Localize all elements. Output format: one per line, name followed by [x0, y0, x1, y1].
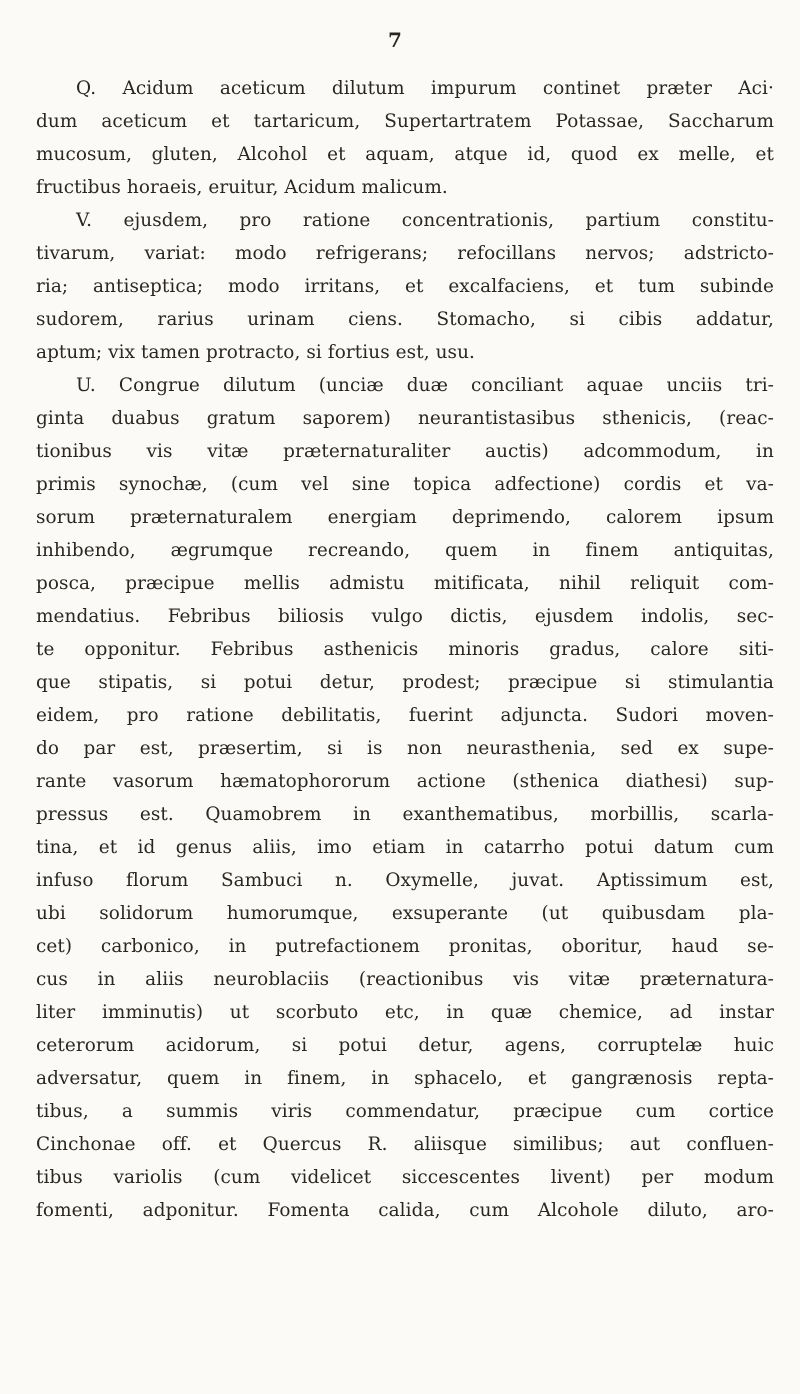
text-line: tibus, a summis viris commendatur, præcipue cum cortice	[36, 1101, 774, 1122]
text-line: cet) carbonico, in putrefactionem pronitas, oboritur, haud se-	[36, 936, 774, 957]
text-line: liter imminutis) ut scorbuto etc, in quæ chemice, ad instar	[36, 1002, 774, 1023]
text-line: dum aceticum et tartaricum, Supertartratem Potassae, Saccharum	[36, 111, 774, 132]
text-line: fomenti, adponitur. Fomenta calida, cum Alcohole diluto, aro-	[36, 1200, 774, 1221]
text-line: infuso florum Sambuci n. Oxymelle, juvat. Aptissimum est,	[36, 870, 774, 891]
text-line: fructibus horaeis, eruitur, Acidum malicum.	[36, 177, 448, 198]
text-line: do par est, præsertim, si is non neurasthenia, sed ex supe-	[36, 738, 774, 759]
text-line: tionibus vis vitæ præternaturaliter auctis) adcommodum, in	[36, 441, 774, 462]
text-line: adversatur, quem in finem, in sphacelo, et gangrænosis repta-	[36, 1068, 774, 1089]
text-line: sudorem, rarius urinam ciens. Stomacho, si cibis addatur,	[36, 309, 774, 330]
text-line: te opponitur. Febribus asthenicis minoris gradus, calore siti-	[36, 639, 774, 660]
text-line: mendatius. Febribus biliosis vulgo dictis, ejusdem indolis, sec-	[36, 606, 774, 627]
text-line: inhibendo, ægrumque recreando, quem in finem antiquitas,	[36, 540, 774, 561]
text-line: Cinchonae off. et Quercus R. aliisque similibus; aut confluen-	[36, 1134, 774, 1155]
text-line: posca, præcipue mellis admistu mitificata, nihil reliquit com-	[36, 573, 774, 594]
text-line: ubi solidorum humorumque, exsuperante (ut quibusdam pla-	[36, 903, 774, 924]
text-line: mucosum, gluten, Alcohol et aquam, atque id, quod ex melle, et	[36, 144, 774, 165]
text-line: que stipatis, si potui detur, prodest; præcipue si stimulantia	[36, 672, 774, 693]
text-line: cus in aliis neuroblaciis (reactionibus vis vitæ præternatura-	[36, 969, 774, 990]
text-line: ceterorum acidorum, si potui detur, agens, corruptelæ huic	[36, 1035, 774, 1056]
text-line: tivarum, variat: modo refrigerans; refocillans nervos; adstricto-	[36, 243, 774, 264]
text-line: eidem, pro ratione debilitatis, fuerint adjuncta. Sudori moven-	[36, 705, 774, 726]
text-line: pressus est. Quamobrem in exanthematibus, morbillis, scarla-	[36, 804, 774, 825]
text-line: ria; antiseptica; modo irritans, et excalfaciens, et tum subinde	[36, 276, 774, 297]
text-line: rante vasorum hæmatophororum actione (sthenica diathesi) sup-	[36, 771, 774, 792]
page-number: 7	[388, 28, 402, 52]
text-line: U. Congrue dilutum (unciæ duæ conciliant aquae unciis tri-	[76, 375, 774, 396]
text-line: primis synochæ, (cum vel sine topica adfectione) cordis et va-	[36, 474, 774, 495]
text-line: tibus variolis (cum videlicet siccescentes livent) per modum	[36, 1167, 774, 1188]
text-line: tina, et id genus aliis, imo etiam in catarrho potui datum cum	[36, 837, 774, 858]
text-line: aptum; vix tamen protracto, si fortius est, usu.	[36, 342, 475, 363]
text-line: sorum præternaturalem energiam deprimendo, calorem ipsum	[36, 507, 774, 528]
text-line: V. ejusdem, pro ratione concentrationis, partium constitu-	[76, 210, 774, 231]
text-line: ginta duabus gratum saporem) neurantistasibus sthenicis, (reac-	[36, 408, 774, 429]
text-line: Q. Acidum aceticum dilutum impurum continet præter Aci·	[76, 78, 774, 99]
body-text	[36, 72, 774, 1227]
